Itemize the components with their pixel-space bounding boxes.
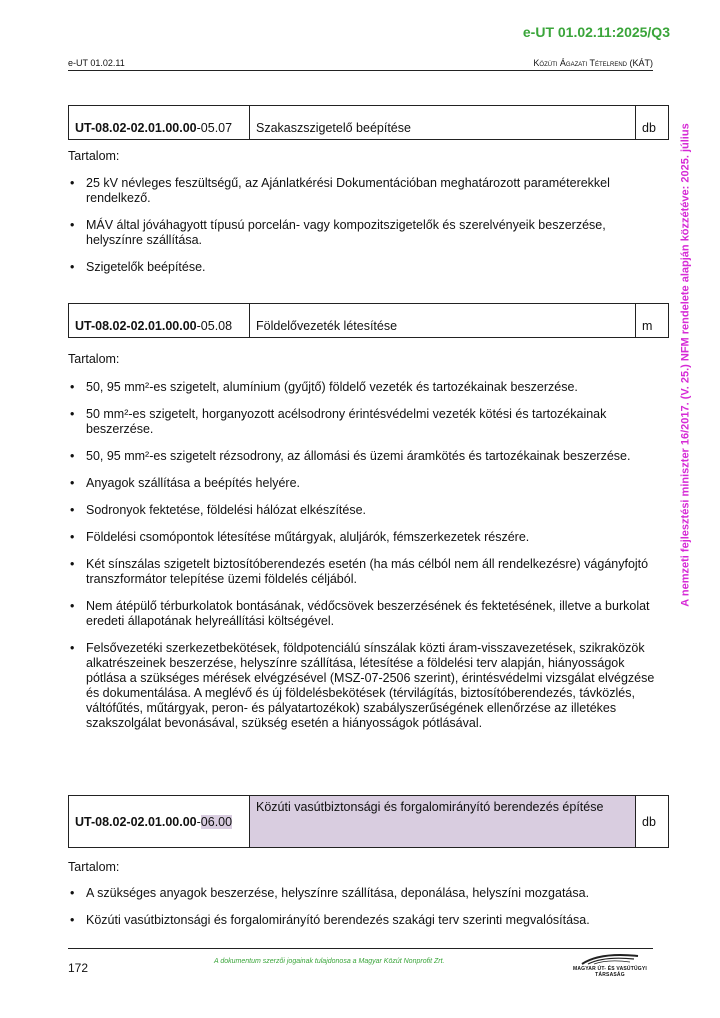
- list-item: • 25 kV névleges feszültségű, az Ajánlatkérési Dokumentációban meghatározott paraméterekkel rendelkező.: [68, 176, 658, 206]
- header-left: e-UT 01.02.11: [68, 58, 125, 68]
- item-code: UT-08.02-02.01.00.00-05.08: [69, 304, 250, 338]
- list-item: • A szükséges anyagok beszerzése, helyszínre szállítása, deponálása, helyszíni mozgatása.: [68, 886, 658, 901]
- bullet-list-05-08: [68, 380, 658, 743]
- company-logo: [560, 952, 660, 978]
- item-code: UT-08.02-02.01.00.00-06.00: [69, 796, 250, 848]
- copyright-notice: A dokumentum szerzői jogainak tulajdonosa a Magyar Közút Nonprofit Zrt.: [214, 958, 445, 965]
- content-label: Tartalom:: [68, 149, 120, 163]
- footer-divider: [68, 948, 653, 949]
- document-id: e-UT 01.02.11:2025/Q3: [522, 24, 670, 40]
- list-item: • MÁV által jóváhagyott típusú porcelán- vagy kompozitszigetelők és szerelvényeik beszerzése, helyszínre szállítása.: [68, 218, 658, 248]
- list-item: • Sodronyok fektetése, földelési hálózat elkészítése.: [68, 503, 658, 518]
- running-header: [68, 58, 653, 71]
- header-right: Közúti Ágazati Tételrend (KÁT): [533, 58, 653, 68]
- item-title: Földelővezeték létesítése: [250, 304, 636, 338]
- side-note-text: A nemzeti fejlesztési miniszter 16/2017. (V. 25.) NFM rendelete alapján közzétéve: 2025. július: [680, 123, 693, 607]
- item-unit: m: [636, 304, 669, 338]
- content-label: Tartalom:: [68, 860, 120, 874]
- bullet-list-05-07: [68, 176, 658, 287]
- item-unit: db: [636, 796, 669, 848]
- list-item: • 50, 95 mm²-es szigetelt, alumínium (gyűjtő) földelő vezeték és tartozékainak beszerzése.: [68, 380, 658, 395]
- list-item: • Földelési csomópontok létesítése műtárgyak, aluljárók, fémszerkezetek részére.: [68, 530, 658, 545]
- list-item: • 50, 95 mm²-es szigetelt rézsodrony, az állomási és üzemi áramkötés és tartozékainak beszerzése.: [68, 449, 658, 464]
- list-item: • Nem átépülő térburkolatok bontásának, védőcsövek beszerzésének és fektetésének, illetve a burkolat eredeti állapotának helyreállítási költségével.: [68, 599, 658, 629]
- item-title: Szakaszszigetelő beépítése: [250, 106, 636, 140]
- logo-swoosh-icon: [580, 952, 640, 966]
- logo-text: MAGYAR ÚT- ÉS VASÚTÜGYI TÁRSASÁG: [572, 966, 648, 978]
- bullet-list-06-00: [68, 886, 658, 940]
- side-note: [676, 100, 696, 630]
- content-label: Tartalom:: [68, 352, 120, 366]
- item-title: Közúti vasútbiztonsági és forgalomirányító berendezés építése: [250, 796, 636, 848]
- list-item: • 50 mm²-es szigetelt, horganyozott acélsodrony érintésvédelmi vezeték kötési és tartozékainak beszerzése.: [68, 407, 658, 437]
- list-item: • Szigetelők beépítése.: [68, 260, 658, 275]
- item-table-05-08: [68, 303, 669, 338]
- list-item: • Felsővezetéki szerkezetbekötések, földpotenciálú sínszálak közti áram-visszavezetések, szikraközök alkatrészeinek beszerzése, helyszínre szállítása, létesítése a földelési terv alapján, hiányosságok pótlása a szükséges mérések elvégzésével (MSZ-07-2506 szerint), érintésvédelmi vizsgálat elvégzése és dokumentálása. A meglévő és új földelésbekötések (térvilágítás, biztosítóberendezés, távközlés, váltófűtés, műtárgyak, peron- és pályatartozékok) szabályszerűségének ellenőrzése az illetékes szakszolgálat bevonásával, szükség esetén a hiányosságok pótlásával.: [68, 641, 658, 731]
- list-item: • Közúti vasútbiztonsági és forgalomirányító berendezés szakági terv szerinti megvalósítása.: [68, 913, 658, 928]
- list-item: • Két sínszálas szigetelt biztosítóberendezés esetén (ha más célból nem áll rendelkezésre) vágányfojtó transzformátor telepítése üzemi földelés céljából.: [68, 557, 658, 587]
- item-code: UT-08.02-02.01.00.00-05.07: [69, 106, 250, 140]
- page-number: 172: [68, 961, 89, 975]
- item-table-06-00: [68, 795, 669, 848]
- list-item: • Anyagok szállítása a beépítés helyére.: [68, 476, 658, 491]
- item-unit: db: [636, 106, 669, 140]
- item-table-05-07: [68, 105, 669, 140]
- highlighted-code-suffix: 06.00: [200, 814, 233, 829]
